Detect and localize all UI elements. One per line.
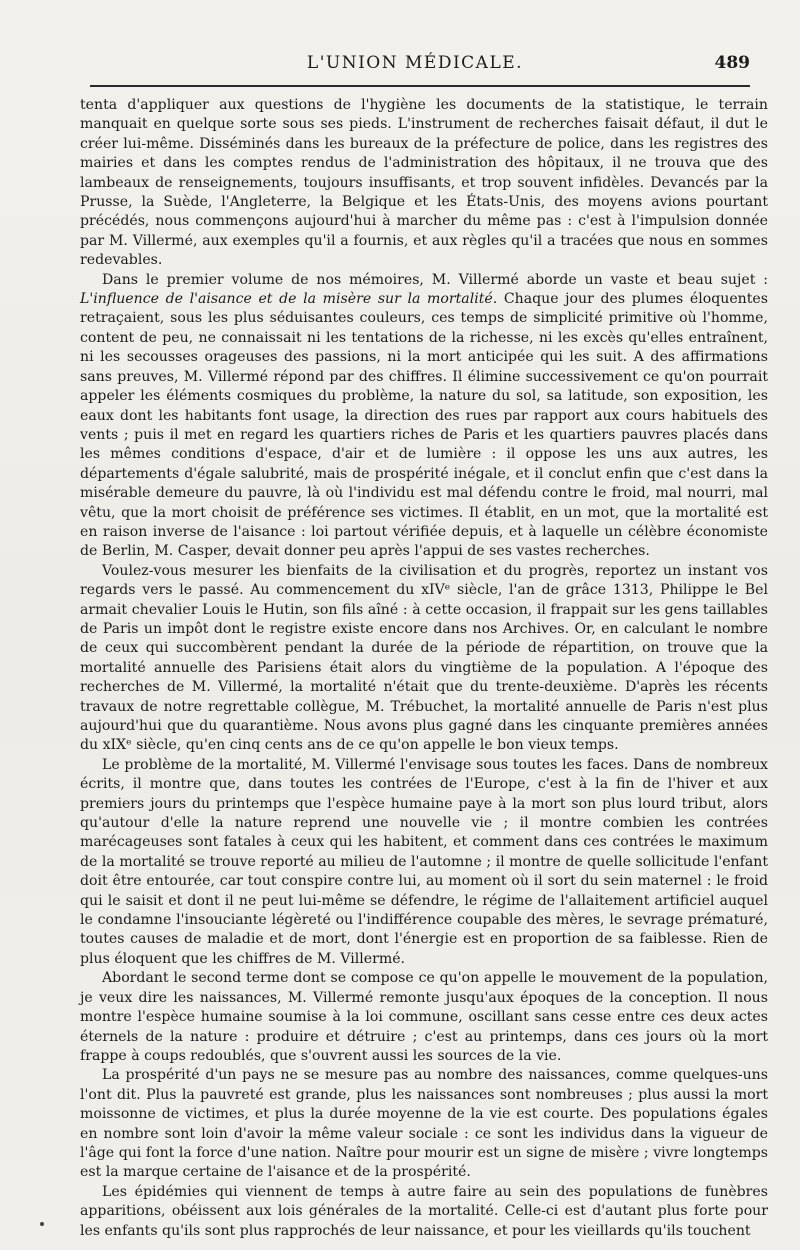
paragraph-6: La prospérité d'un pays ne se mesure pas au nombre des naissances, comme quelques-uns l'ont dit. Plus la pauvreté est grande, plus les naissances sont nombreuses ; plus aussi la mort moissonne de victimes, et plus la durée moyenne de la vie est courte. Des populations égales en nombre sont loin d'avoir la même valeur sociale : ce sont les individus dans la vigueur de l'âge qui font la force d'une nation. Naître pour mourir est un signe de misère ; vivre longtemps est la marque certaine de l'aisance et de la prospérité. — [80, 1067, 768, 1181]
paragraph-1: tenta d'appliquer aux questions de l'hygiène les documents de la statistique, le terrain manquait en quelque sorte sous ses pieds. L'instrument de recherches faisait défaut, il dut le créer lui-même. Disséminés dans les bureaux de la préfecture de police, dans les registres des mairies et dans les comptes rendus de l'administration des hôpitaux, il ne trouva que des lambeaux de renseignements, toujours insuffisants, et trop souvent infidèles. Devancés par la Prusse, la Suède, l'Angleterre, la Belgique et les États-Unis, des moyens avions pourtant précédés, nous commençons aujourd'hui à marcher du même pas : c'est à l'impulsion donnée par M. Villermé, aux exemples qu'il a fournis, et aux règles qu'il a tracées que nous en sommes redevables. — [80, 97, 768, 269]
margin-speck — [40, 1222, 44, 1226]
header-rule — [90, 85, 750, 87]
paragraph-7: Les épidémies qui viennent de temps à autre faire au sein des populations de funèbres apparitions, obéissent aux lois générales de la mortalité. Celle-ci est d'autant plus forte pour les enfants qu'ils sont plus rapprochés de leur naissance, et pour les vieillards qu'ils touchent — [80, 1183, 768, 1239]
page-number: 489 — [714, 53, 750, 73]
running-head — [80, 50, 750, 76]
paragraph-4: Le problème de la mortalité, M. Villermé l'envisage sous toutes les faces. Dans de nombreux écrits, il montre que, dans toutes les contrées de l'Europe, c'est à la fin de l'hiver et aux premiers jours du printemps que l'espèce humaine paye à la mort son plus lourd tribut, alors qu'autour d'elle la nature reprend une nouvelle vie ; il montre combien les contrées marécageuses sont fatales à ceux qui les habitent, et comment dans ces contrées le maximum de la mortalité se trouve reporté au milieu de l'automne ; il montre de quelle sollicitude l'enfant doit être entourée, car tout conspire contre lui, au moment où il sort du sein maternel : le froid qui le saisit et dont il ne peut lui-même se défendre, le régime de l'allaitement artificiel auquel le condamne l'insouciante légèreté ou l'indifférence coupable des mères, le sevrage prématuré, toutes causes de maladie et de mort, dont l'énergie est en proportion de sa faiblesse. Rien de plus éloquent que les chiffres de M. Villermé. — [80, 756, 768, 967]
paragraph-5: Abordant le second terme dont se compose ce qu'on appelle le mouvement de la population, je veux dire les naissances, M. Villermé remonte jusqu'aux époques de la conception. Il nous montre l'espèce humaine soumise à la loi commune, oscillant sans cesse entre ces deux actes éternels de la nature : produire et détruire ; c'est au printemps, dans ces jours où la mort frappe à coups redoublés, que s'ouvrent aussi les sources de la vie. — [80, 970, 768, 1064]
paragraph-2-rest: Chaque jour des plumes éloquentes retraçaient, sous les plus séduisantes couleurs, ces temps de simplicité primitive où l'homme, content de peu, ne connaissait ni les tentations de la richesse, ni les excès qu'elles entraînent, ni les secousses orageuses des passions, ni la mort anticipée qui les suit. A des affirmations sans preuves, M. Villermé répond par des chiffres. Il élimine successivement ce qu'on pourrait appeler les éléments cosmiques du problème, la nature du sol, sa latitude, son exposition, les eaux dont les habitants font usage, la direction des rues par rapport aux cours habituels des vents ; puis il met en regard les quartiers riches de Paris et les quartiers pauvres placés dans les mêmes conditions d'espace, d'air et de lumière : il oppose les uns aux autres, les départements d'égale salubrité, mais de prospérité inégale, et il conclut enfin que c'est dans la misérable demeure du pauvre, là où l'individu est mal défendu contre le froid, mal nourri, mal vêtu, que la mort choisit de préférence ses victimes. Il établit, en un mot, que la mortalité est en raison inverse de l'aisance : loi partout vérifiée depuis, et à laquelle un célèbre économiste de Berlin, M. Casper, devait donner peu après l'appui de ses vastes recherches. — [80, 291, 768, 560]
running-title: L'UNION MÉDICALE. — [306, 53, 524, 73]
paragraph-3: Voulez-vous mesurer les bienfaits de la civilisation et du progrès, reportez un instant vos regards vers le passé. Au commencement du xIVᵉ siècle, l'an de grâce 1313, Philippe le Bel armait chevalier Louis le Hutin, son fils aîné : à cette occasion, il frappait sur les gens taillables de Paris un impôt dont le registre existe encore dans nos Archives. Or, en calculant le nombre de ceux qui succombèrent pendant la durée de la période de répartition, on trouve que la mortalité annuelle des Parisiens était alors du vingtième de la population. A l'époque des recherches de M. Villermé, la mortalité n'était que du trente-deuxième. D'après les récents travaux de notre regrettable collègue, M. Trébuchet, la mortalité annuelle de Paris n'est plus aujourd'hui que du quarantième. Nous avons plus gagné dans les cinquante premières années du xIXᵉ siècle, qu'en cinq cents ans de ce qu'on appelle le bon vieux temps. — [80, 562, 768, 754]
memoir-title-italic: L'influence de l'aisance et de la misère sur la mortalité. — [80, 291, 498, 308]
paragraph-2 — [80, 271, 768, 562]
body-text — [80, 96, 768, 1241]
paragraph-2-lead: Dans le premier volume de nos mémoires, M. Villermé aborde un vaste et beau sujet : — [102, 271, 768, 288]
